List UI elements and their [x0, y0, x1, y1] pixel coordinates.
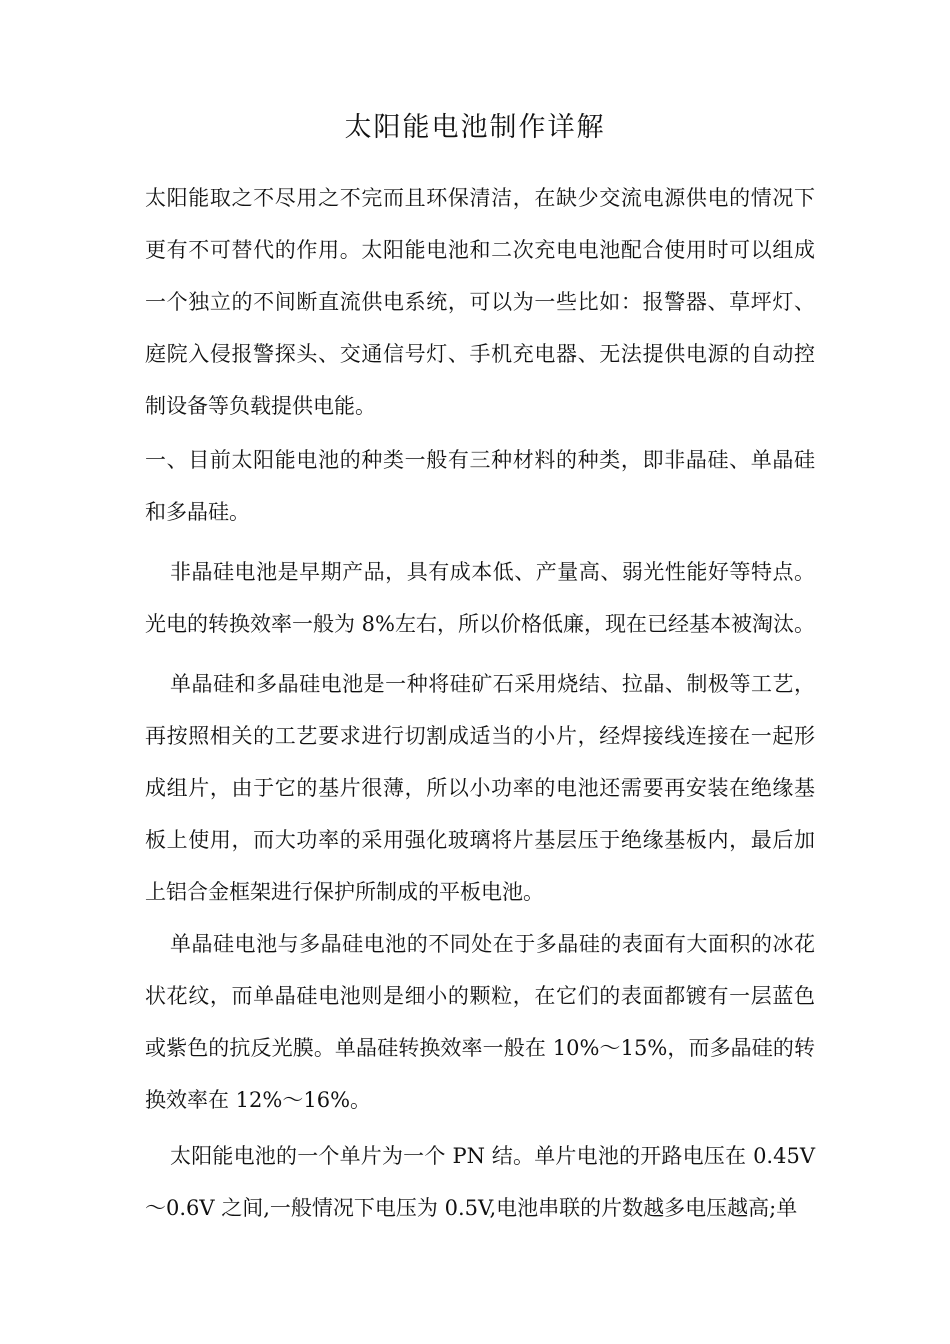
paragraph-pn-junction: 太阳能电池的一个单片为一个 PN 结。单片电池的开路电压在 0.45V～0.6V 之间,一般情况下电压为 0.5V,电池串联的片数越多电压越高;单	[145, 1144, 815, 1220]
paragraph-crystalline-silicon: 单晶硅和多晶硅电池是一种将硅矿石采用烧结、拉晶、制极等工艺，再按照相关的工艺要求进行切割成适当的小片，经焊接线连接在一起形成组片，由于它的基片很薄，所以小功率的电池还需要再安装在绝缘基板上使用，而大功率的采用强化玻璃将片基层压于绝缘基板内，最后加上铝合金框架进行保护所制成的平板电池。	[145, 672, 815, 904]
document-title: 太阳能电池制作详解	[344, 112, 606, 143]
paragraph-amorphous-silicon: 非晶硅电池是早期产品，具有成本低、产量高、弱光性能好等特点。光电的转换效率一般为 8%左右，所以价格低廉，现在已经基本被淘汰。	[145, 560, 815, 636]
paragraph-mono-vs-poly: 单晶硅电池与多晶硅电池的不同处在于多晶硅的表面有大面积的冰花状花纹，而单晶硅电池则是细小的颗粒，在它们的表面都镀有一层蓝色或紫色的抗反光膜。单晶硅转换效率一般在 10%～15%，而多晶硅的转换效率在 12%～16%。	[145, 932, 815, 1112]
paragraph-section-one-heading: 一、目前太阳能电池的种类一般有三种材料的种类，即非晶硅、单晶硅和多晶硅。	[145, 448, 815, 524]
paragraph-intro: 太阳能取之不尽用之不完而且环保清洁，在缺少交流电源供电的情况下更有不可替代的作用。太阳能电池和二次充电电池配合使用时可以组成一个独立的不间断直流供电系统，可以为一些比如：报警器、草坪灯、庭院入侵报警探头、交通信号灯、手机充电器、无法提供电源的自动控制设备等负载提供电能。	[145, 186, 815, 418]
